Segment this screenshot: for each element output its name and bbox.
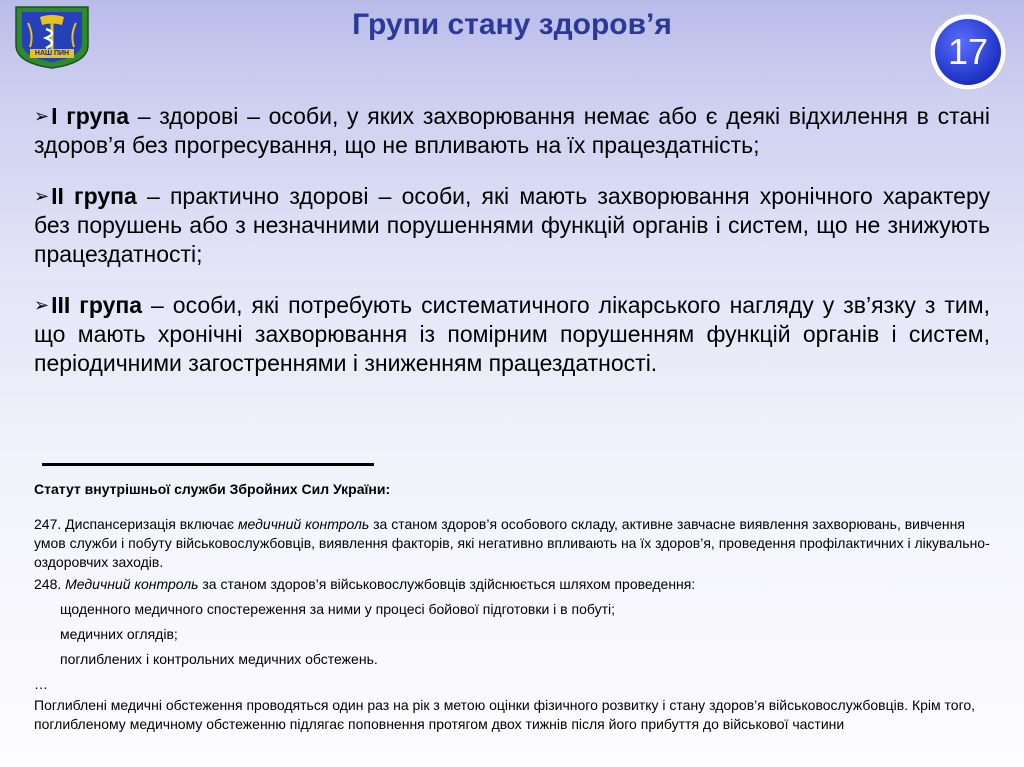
group-name: III група: [51, 292, 143, 318]
group-description: – здорові – особи, у яких захворювання немає або є деякі відхилення в стані здоров’я без прогресування, що не впливають на їх працездатність;: [34, 103, 990, 158]
arrow-bullet-icon: ➢: [34, 295, 50, 315]
group-item-1: [34, 102, 990, 160]
article-emphasis: медичний контроль: [237, 516, 370, 532]
slide-number: 17: [947, 31, 989, 72]
arrow-bullet-icon: ➢: [34, 106, 50, 126]
article-list-item: поглиблених і контрольних медичних обстежень.: [60, 651, 378, 667]
statute-title: Статут внутрішньої служби Збройних Сил України:: [34, 481, 391, 497]
article-text: за станом здоров’я особового складу, активне завчасне виявлення захворювань, вивчення умов служби і побуту військовослужбовців, виявлення факторів, які негативно впливають на їх здоров’я, проведення профілактичних і лікувально-оздоровчих заходів.: [34, 516, 990, 570]
statute-excerpt: [34, 480, 994, 737]
group-description: – практично здорові – особи, які мають захворювання хронічного характеру без порушень або з незначними порушеннями функцій органів і систем, що не знижують працездатності;: [34, 183, 990, 267]
health-groups-list: [34, 102, 990, 378]
article-list-item: медичних оглядів;: [60, 626, 178, 642]
article-text: 247. Диспансеризація включає: [34, 516, 238, 532]
slide-number-badge: [928, 12, 1008, 92]
article-list-item: щоденного медичного спостереження за ними у процесі бойової підготовки і в побуті;: [60, 601, 616, 617]
divider-line: [42, 463, 374, 466]
group-description: – особи, які потребують систематичного лікарського нагляду у зв’язку з тим, що мають хронічні захворювання із помірним порушенням функцій органів і систем, періодичними загостреннями і зниженням працездатності.: [34, 292, 990, 376]
article-247: [34, 515, 994, 572]
slide-title: Групи стану здоров’я: [352, 8, 672, 41]
group-name: I група: [51, 103, 129, 129]
emblem-text: НАШ ПИН: [34, 50, 70, 57]
group-item-2: [34, 182, 990, 269]
final-paragraph: Поглиблені медичні обстеження проводяться один раз на рік з метою оцінки фізичного розвитку і стану здоров’я військовослужбовців. Крім того, поглибленому медичному обстеженню підлягає поповнення протягом двох тижнів після його прибуття до військової частини: [34, 697, 976, 732]
article-text: 248.: [34, 576, 66, 592]
group-item-3: [34, 291, 990, 378]
article-emphasis: Медичний контроль: [65, 576, 199, 592]
ellipsis: …: [34, 676, 48, 692]
article-text: за станом здоров’я військовослужбовців здійснюється шляхом проведення:: [198, 576, 696, 592]
group-name: II група: [51, 183, 137, 209]
arrow-bullet-icon: ➢: [34, 186, 50, 206]
article-248: [34, 575, 994, 594]
